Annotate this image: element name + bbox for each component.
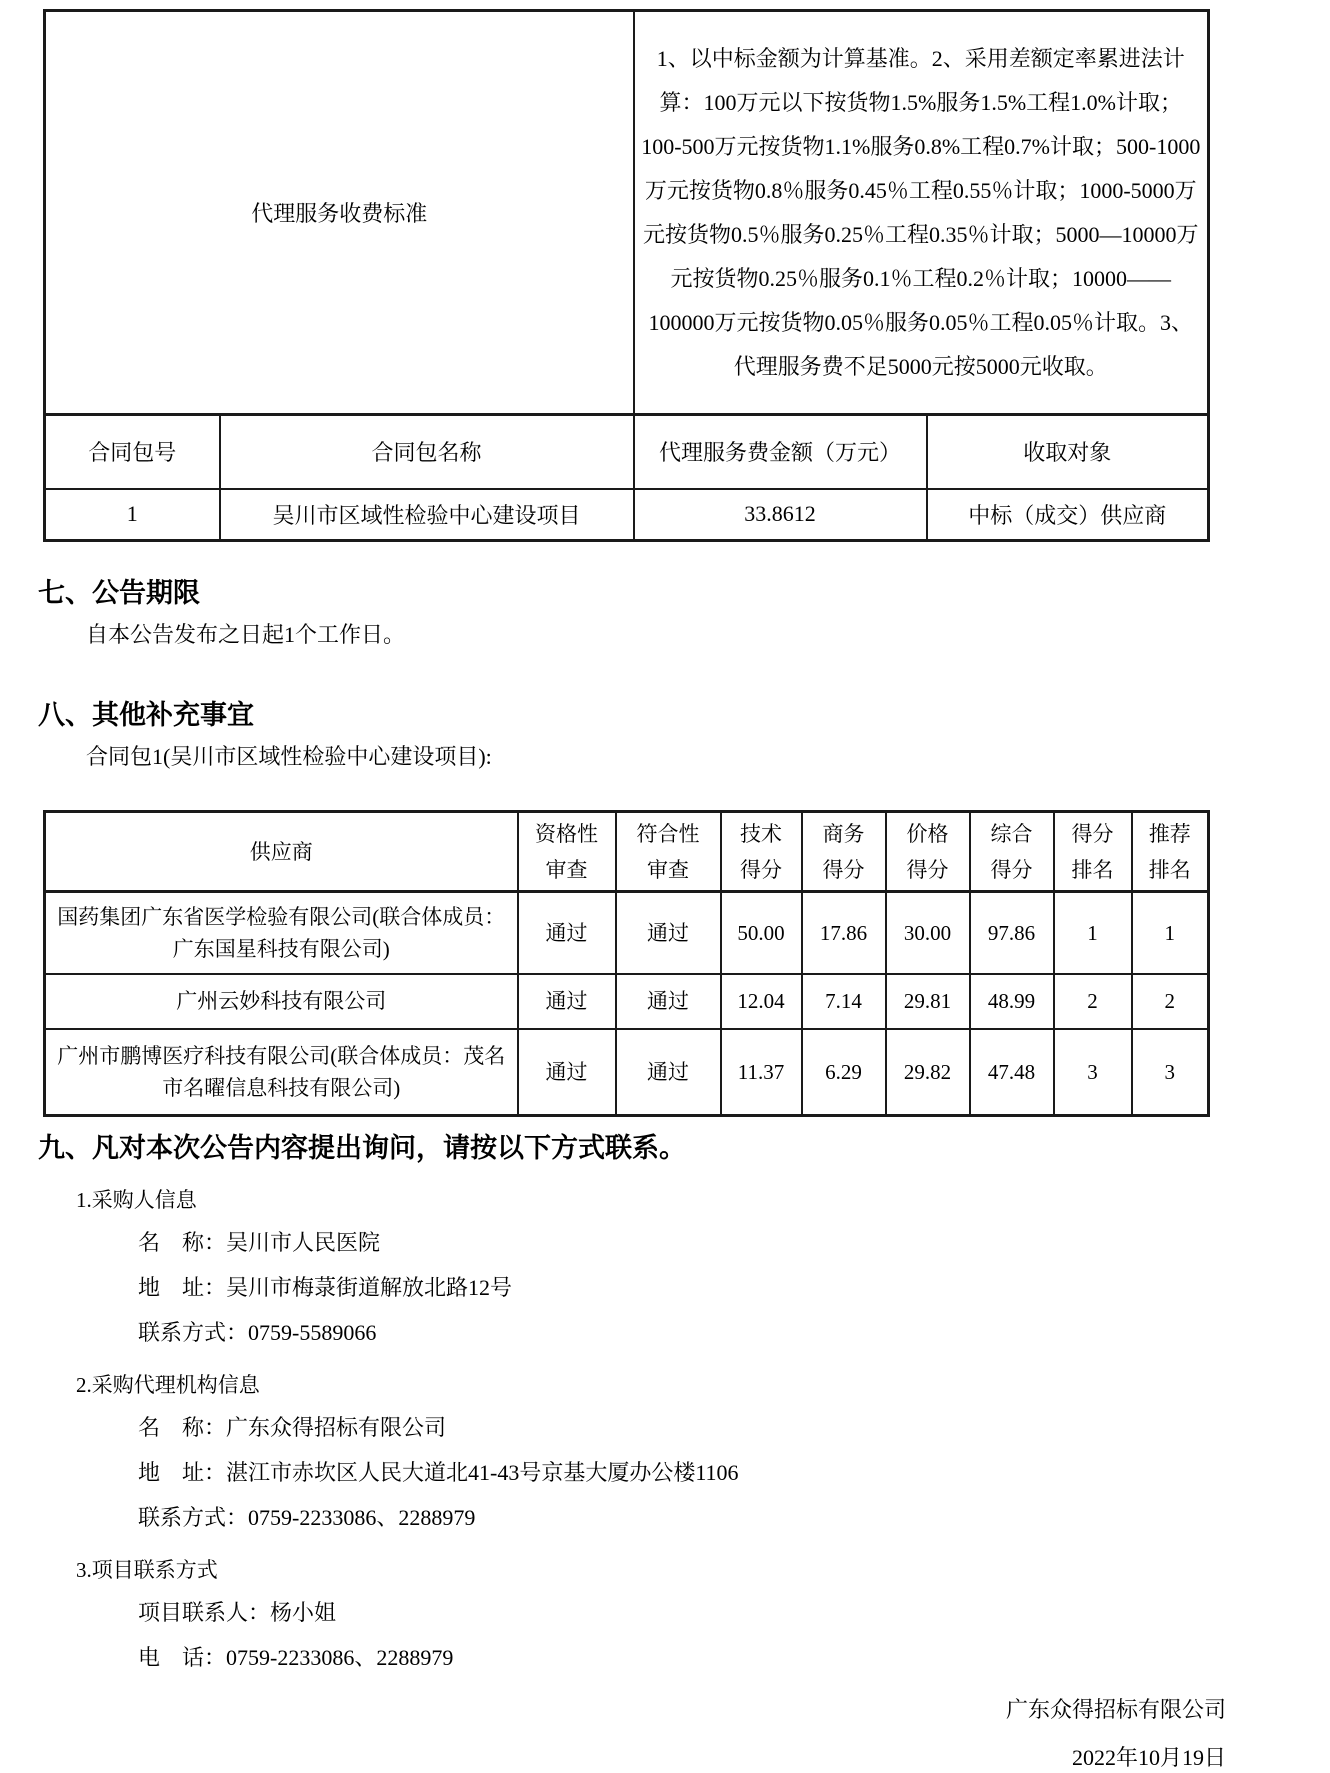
col-header-qualification-review: 资格性审查 xyxy=(518,812,616,892)
conformity-review-value: 通过 xyxy=(616,1029,721,1116)
fee-payer-value: 中标（成交）供应商 xyxy=(927,489,1209,541)
total-score-value: 97.86 xyxy=(970,892,1054,974)
qualification-review-value: 通过 xyxy=(518,974,616,1029)
fee-and-package-table xyxy=(43,9,1210,542)
section-eight-body: 合同包1(吴川市区域性检验中心建设项目): xyxy=(86,744,492,769)
col-header-score-rank: 得分排名 xyxy=(1054,812,1132,892)
supplier-evaluation-table xyxy=(43,810,1210,1117)
technical-score-value: 11.37 xyxy=(721,1029,802,1116)
col-header-total-score: 综合得分 xyxy=(970,812,1054,892)
section-seven-body: 自本公告发布之日起1个工作日。 xyxy=(86,622,406,647)
supplier-name: 国药集团广东省医学检验有限公司(联合体成员：广东国星科技有限公司) xyxy=(45,892,518,974)
col-header-supplier: 供应商 xyxy=(45,812,518,892)
agency-address: 地 址：湛江市赤坎区人民大道北41-43号京基大厦办公楼1106 xyxy=(138,1460,739,1485)
col-header-technical-score: 技术得分 xyxy=(721,812,802,892)
supplier-name: 广州市鹏博医疗科技有限公司(联合体成员：茂名市名曜信息科技有限公司) xyxy=(45,1029,518,1116)
col-header-package-no: 合同包号 xyxy=(45,415,220,489)
conformity-review-value: 通过 xyxy=(616,892,721,974)
package-table-row xyxy=(45,489,1209,541)
total-score-value: 48.99 xyxy=(970,974,1054,1029)
col-header-fee-payer: 收取对象 xyxy=(927,415,1209,489)
fee-standard-label: 代理服务收费标准 xyxy=(45,11,634,415)
price-score-value: 30.00 xyxy=(886,892,970,974)
technical-score-value: 12.04 xyxy=(721,974,802,1029)
package-name-value: 吴川市区域性检验中心建设项目 xyxy=(220,489,634,541)
package-table-header-row xyxy=(45,415,1209,489)
price-score-value: 29.82 xyxy=(886,1029,970,1116)
purchaser-name: 名 称：吴川市人民医院 xyxy=(138,1230,381,1255)
agency-contact: 联系方式：0759-2233086、2288979 xyxy=(138,1505,476,1530)
supplier-name: 广州云妙科技有限公司 xyxy=(45,974,518,1029)
purchaser-address: 地 址：吴川市梅菉街道解放北路12号 xyxy=(138,1275,513,1300)
supplier-row-2 xyxy=(45,974,1209,1029)
section-nine-heading: 九、凡对本次公告内容提出询问，请按以下方式联系。 xyxy=(38,1133,686,1163)
project-contact-person: 项目联系人：杨小姐 xyxy=(138,1600,337,1625)
supplier-row-1 xyxy=(45,892,1209,974)
score-rank-value: 3 xyxy=(1054,1029,1132,1116)
col-header-package-name: 合同包名称 xyxy=(220,415,634,489)
technical-score-value: 50.00 xyxy=(721,892,802,974)
col-header-agency-fee: 代理服务费金额（万元） xyxy=(634,415,927,489)
project-contact-phone: 电 话：0759-2233086、2288979 xyxy=(138,1645,454,1670)
business-score-value: 6.29 xyxy=(802,1029,886,1116)
section-seven-heading: 七、公告期限 xyxy=(38,578,200,608)
col-header-price-score: 价格得分 xyxy=(886,812,970,892)
agency-name: 名 称：广东众得招标有限公司 xyxy=(138,1415,447,1440)
score-rank-value: 2 xyxy=(1054,974,1132,1029)
recommend-rank-value: 2 xyxy=(1132,974,1209,1029)
qualification-review-value: 通过 xyxy=(518,1029,616,1116)
price-score-value: 29.81 xyxy=(886,974,970,1029)
agency-info-heading: 2.采购代理机构信息 xyxy=(76,1373,260,1397)
agency-fee-value: 33.8612 xyxy=(634,489,927,541)
package-no-value: 1 xyxy=(45,489,220,541)
supplier-table-header-row xyxy=(45,812,1209,892)
business-score-value: 17.86 xyxy=(802,892,886,974)
fee-standard-row xyxy=(45,11,1209,415)
recommend-rank-value: 3 xyxy=(1132,1029,1209,1116)
col-header-recommend-rank: 推荐排名 xyxy=(1132,812,1209,892)
col-header-business-score: 商务得分 xyxy=(802,812,886,892)
qualification-review-value: 通过 xyxy=(518,892,616,974)
purchaser-contact: 联系方式：0759-5589066 xyxy=(138,1320,377,1345)
col-header-conformity-review: 符合性审查 xyxy=(616,812,721,892)
signature-company: 广东众得招标有限公司 xyxy=(1005,1697,1226,1722)
project-contact-heading: 3.项目联系方式 xyxy=(76,1558,218,1582)
business-score-value: 7.14 xyxy=(802,974,886,1029)
total-score-value: 47.48 xyxy=(970,1029,1054,1116)
purchaser-info-heading: 1.采购人信息 xyxy=(76,1188,197,1212)
fee-standard-description: 1、以中标金额为计算基准。2、采用差额定率累进法计算：100万元以下按货物1.5%服务1.5%工程1.0%计取；100-500万元按货物1.1%服务0.8%工程0.7%计取；500-1000万元按货物0.8％服务0.45％工程0.55％计取；1000-5000万元按货物0.5％服务0.25％工程0.35％计取；5000—10000万元按货物0.25％服务0.1％工程0.2％计取；10000——100000万元按货物0.05％服务0.05％工程0.05％计取。3、代理服务费不足5000元按5000元收取。 xyxy=(634,11,1209,415)
supplier-row-3 xyxy=(45,1029,1209,1116)
signature-date: 2022年10月19日 xyxy=(1071,1745,1226,1770)
conformity-review-value: 通过 xyxy=(616,974,721,1029)
recommend-rank-value: 1 xyxy=(1132,892,1209,974)
score-rank-value: 1 xyxy=(1054,892,1132,974)
section-eight-heading: 八、其他补充事宜 xyxy=(38,700,254,730)
signature-block xyxy=(0,1695,1330,1773)
